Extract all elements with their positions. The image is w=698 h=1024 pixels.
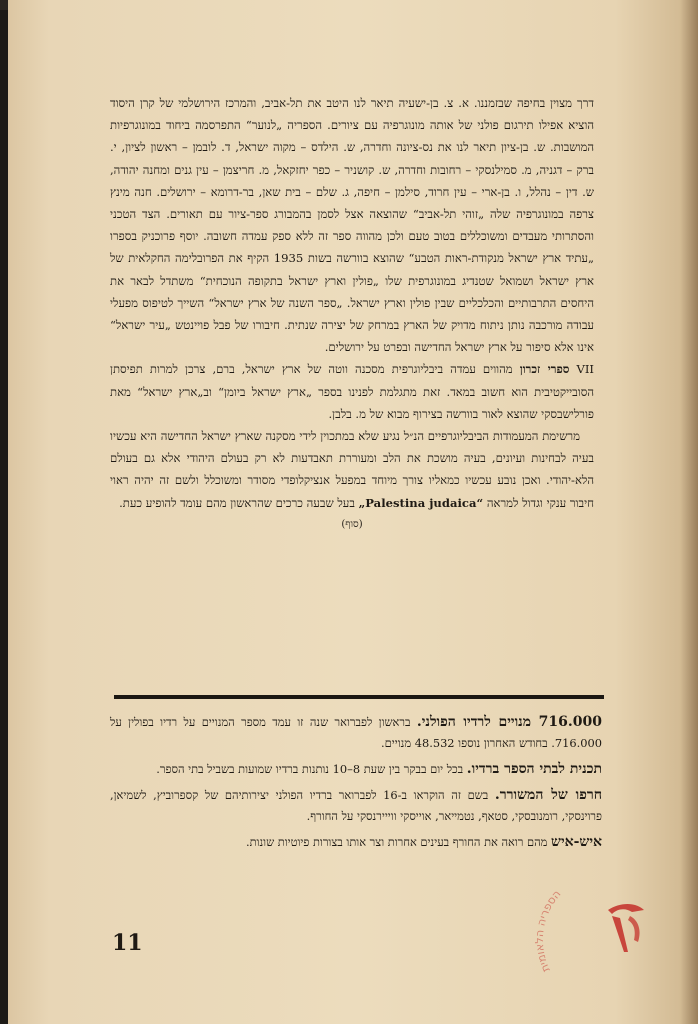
news-column	[110, 712, 602, 858]
article-column	[110, 92, 594, 536]
news-item-poets-winter	[110, 785, 602, 827]
library-stamp	[530, 870, 690, 990]
section-number: VII	[576, 362, 594, 377]
news-body: בשם זה הוקראו ב-16 לפברואר ברדיו הפולני יצירותיהם של קספרוביץ, לשמיאן, פרוינסקי, רומנובסקי, סטאף, נטמייאר, אוייסקי ווייירנסקי על החורף.	[110, 788, 602, 823]
end-mark: (סוף)	[341, 518, 363, 530]
news-body: בכל יום בבקר בין שעת 8–10 נותנות ברדיו שמועות בשביל בתי הספר.	[156, 762, 464, 776]
article-paragraph-3	[110, 425, 594, 514]
palestina-judaica-title: „Palestina judaica“	[358, 495, 484, 510]
news-item-each-one	[110, 832, 602, 853]
page-number: 11	[112, 930, 143, 956]
news-body: בראשון לפברואר שנה זו עמד מספר המנויים על רדיו בפולין על 716.000. בחודש האחרון נוספו 48.532 מנויים.	[110, 715, 602, 750]
paragraph-3-text: מרשימת המעמודות הביבליוגרפיים הנ״ל נגיע שלא במתכוין לידי מסקנה שארץ ישראל החדישה היא עכשיו בעיה לבחינות ועיונים, בעיה מושכת את הלב ומעוררת תאבדעות לא רק בעולם היהודי אלא גם בעולם הלא-יהודי. ואכן נובע עכשיו כמאליו צורך מיוחד במפעל אנציקלופדי מסודר ומשוכלל ולשם זה יהיה ראוי חיבור ענקי וגדול למראה	[110, 429, 594, 510]
news-heading: איש-איש	[551, 834, 602, 850]
news-body: מהם רואה את החורף בעינים אחרות וצר אותו בצורות פיוטיות שונות.	[245, 835, 548, 849]
stamp-logo-icon	[608, 904, 644, 952]
article-paragraph-2	[110, 358, 594, 425]
stamp-lettering: הספריה הלאומית	[532, 887, 564, 975]
section-body: מהווים עמדה ביבליוגרפית מסכנה ווטה של ארץ ישראל, ברם, צרכן למרות תפיסתן הסובייקטיבית הוא חשוב במאד. זאת מתגלמת לפנינו בספר „ארץ ישראל ביומן“ וב„ארץ ישראל“ מאת פורלישבסקי שהוצא לאור בוורשה בצירוף מבוא של מ. בלבן.	[110, 362, 594, 421]
news-item-school-radio	[110, 759, 602, 780]
article-paragraph-1: דרך מצוין בחיפה שבזמננו. א. צ. בן-ישעיה תיאר לנו היטב את תל-אביב, והמרכז הירושלמי של קרן היסוד הוציא אפילו תירגום פולני של אותה מונוגרפיה עם ציורים. הספריה „לנוער“ התפרסמה ביחוד במונוגרפיות המושבות. ש. בן-ציון תיאר לנו את נס-ציונה וחדרה, ש. הילדס – מקוה ישראל, ד. לובמן – ראשון לציון, י. ברק – דגניה, מ. סמילנסקי – רחובות וחדרה, ש. קושניר – כפר יחזקאל, מ. חריצמן – עין גנים ומחנה יהודה, ש. דין – נהלל, ו. בן-ארי – עין חרוד, סילמן – חיפה, ג. שלם – בית שאן, בר-דרומא – ירושלים. חנה מינץ צרפה במונוגרפיה שלה „זוהי תל-אביב“ שהוצאה אצל לסמן בהמבורג ספר-ציור עם תאורים. הצד הטכני והסתרותי מעבדים ומשוכללים בטוב טעם ולכן מהווה ספר זה ללא ספק עמדה חשובה. יוסף פרוכניק בספרו „עתיד ארץ ישראל מנקודת-ראות הטבע“ שהוצא בוורשה בשות 1935 הקיף את הפרובלימה החקלאית של ארץ ישראל ושמואל שטנדיג במונוגרפית שלו „פולין וארץ ישראל בתקופה הנוכחית“ משתדל לבאר את היחסים התרבותיים והכלכליים שבין פולין וארץ ישראל. „ספר השנה של ארץ ישראל“ השייך לטיפוס מפעלי עבודה מורכבה נותן ניתוח מדויק של הארץ במרחק של יצירה שנתית. חיבורו של פבל פויינטש „עיר ישראל“ אינו אלא סיפור על ארץ ישראל החדישה ובפרט על ירושלים.	[110, 96, 594, 355]
section-divider	[114, 695, 604, 699]
news-heading: חרפו של המשורר.	[494, 787, 602, 803]
paragraph-3-ending: בעל שבעה כרכים שהראשון מהם עומד להופיע כעת.	[119, 495, 355, 510]
news-heading: 716.000 מנויים לרדיו הפולני.	[416, 714, 602, 730]
news-heading: תכנית לבתי הספר ברדיו.	[466, 761, 602, 777]
news-item-radio-subscribers	[110, 712, 602, 754]
section-heading: ספרי זכרון	[519, 362, 570, 377]
